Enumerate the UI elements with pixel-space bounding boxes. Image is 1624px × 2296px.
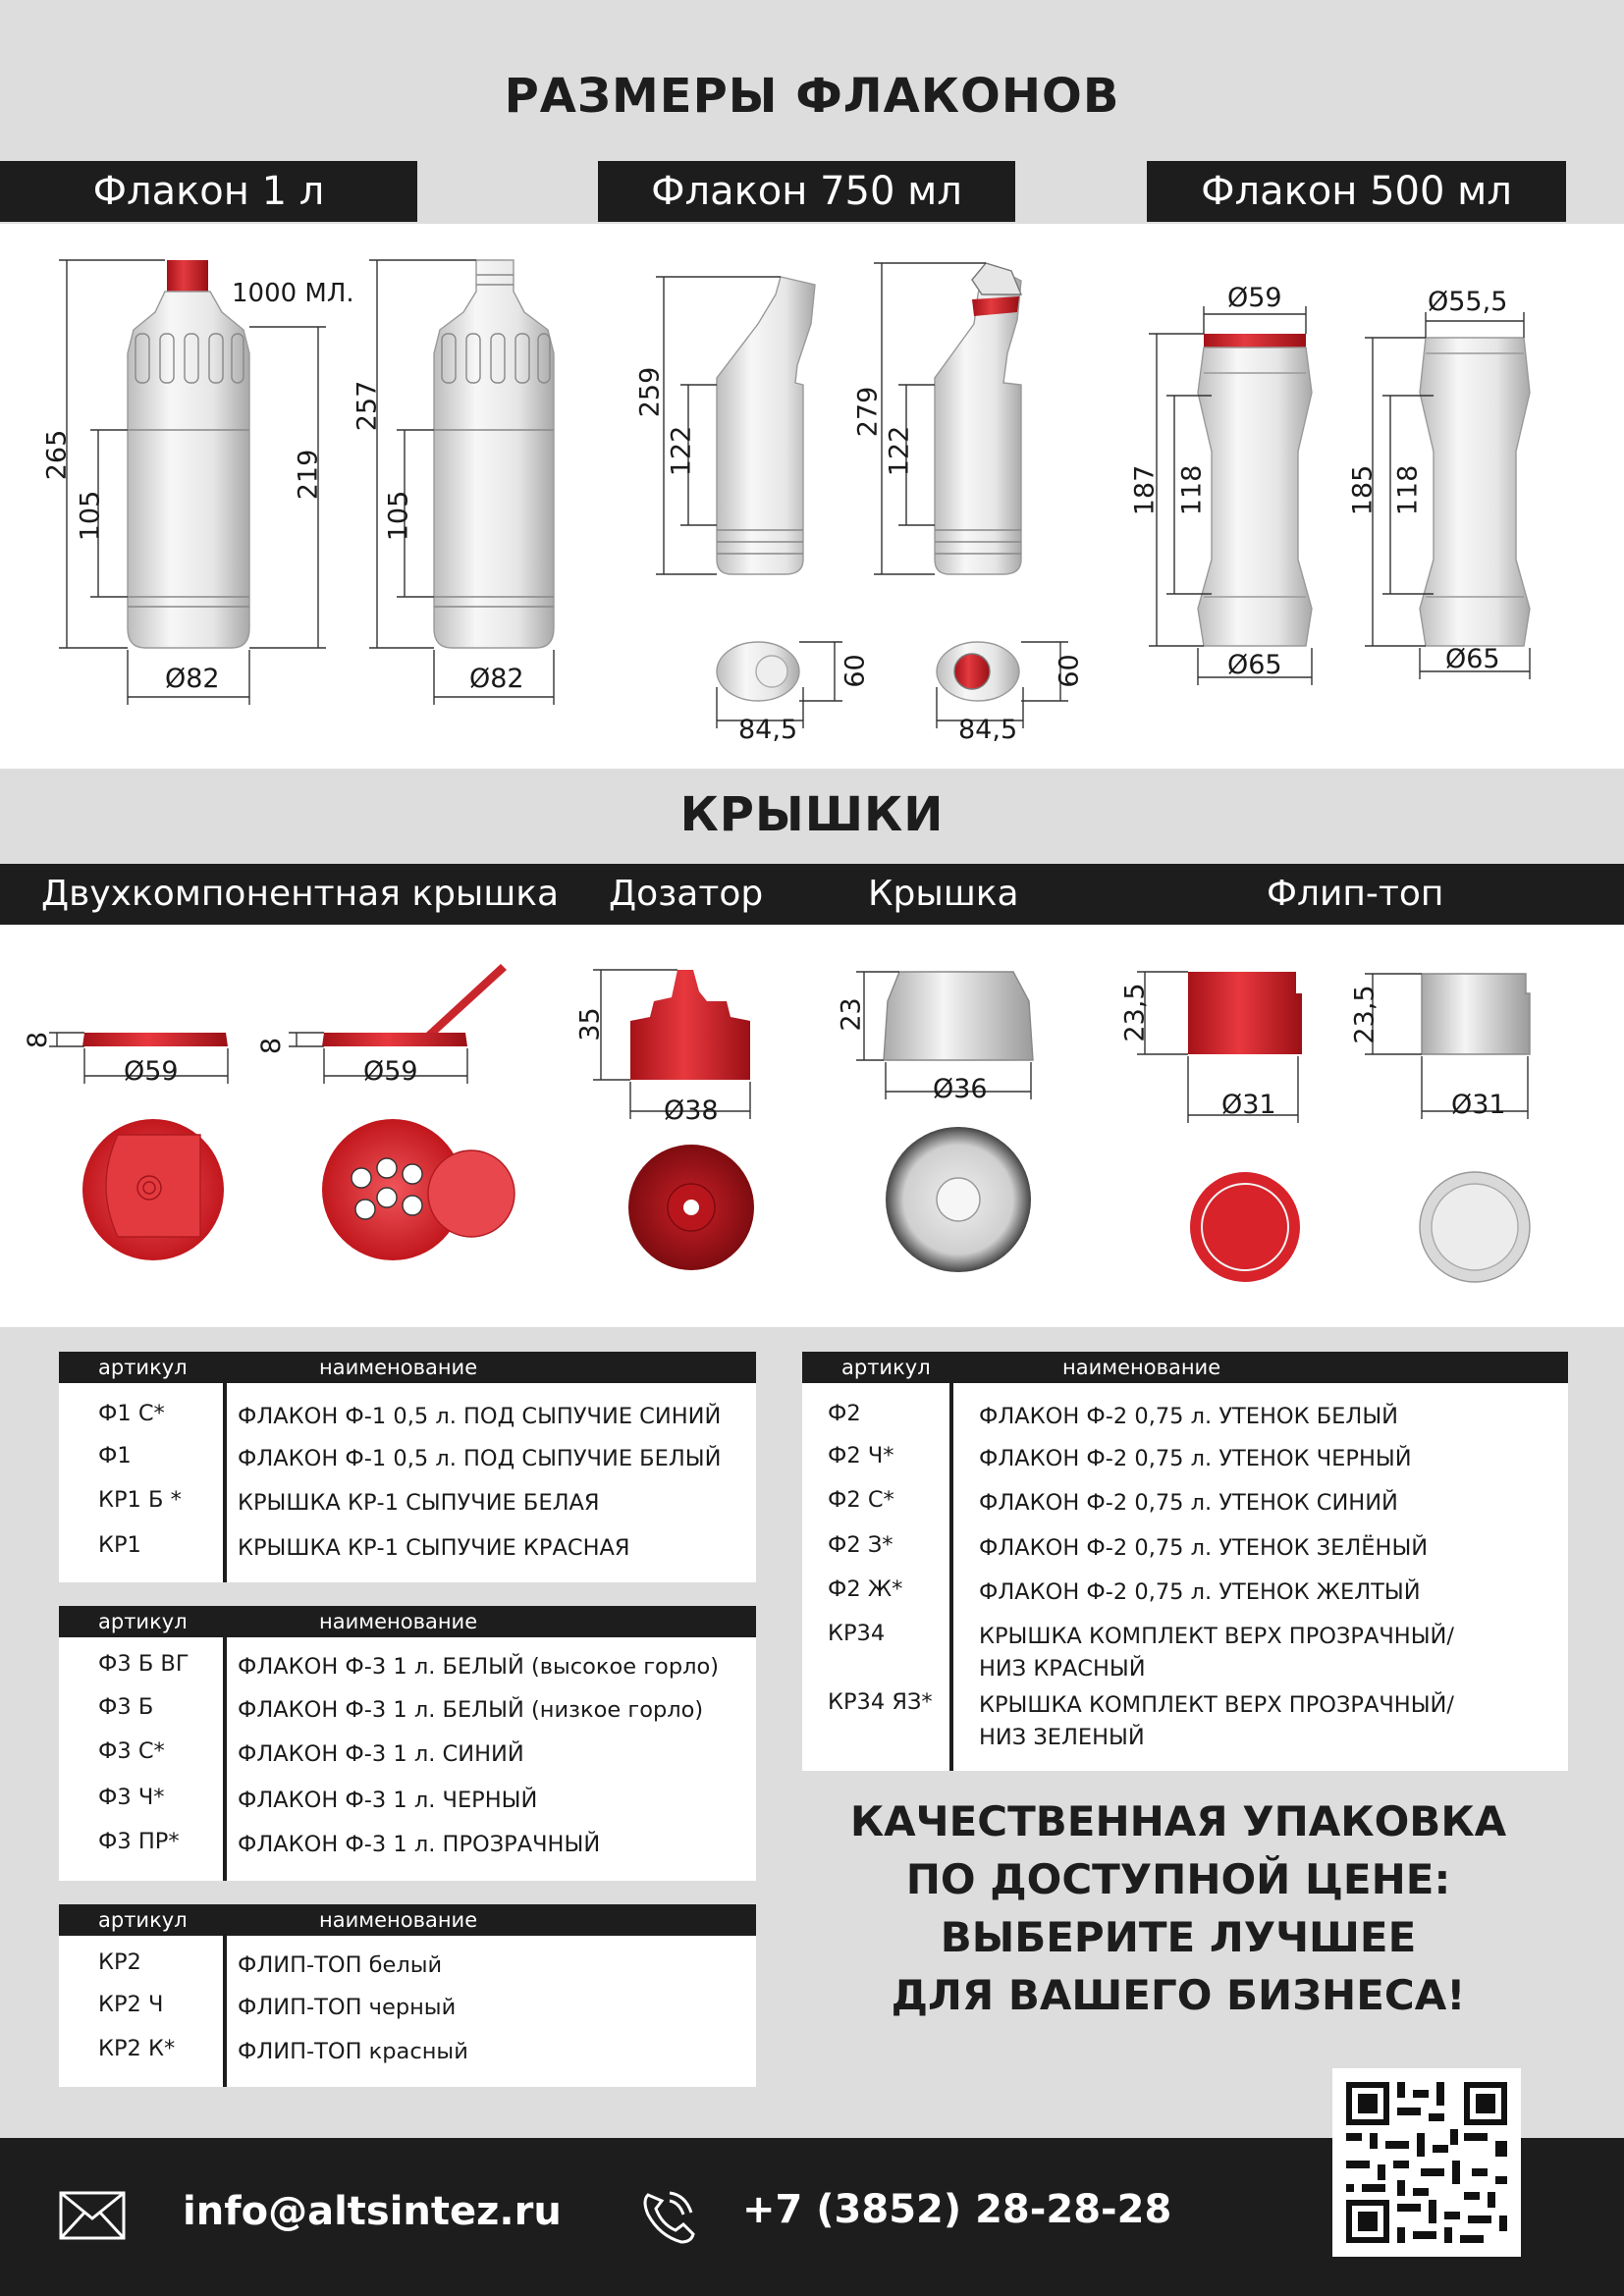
cap-header-two-part: Двухкомпонентная крышка: [41, 874, 560, 914]
table-bottles-f1: артикул наименование Ф1 С* ФЛАКОН Ф-1 0,5 л. ПОД СЫПУЧИЕ СИНИЙ Ф1 ФЛАКОН Ф-1 0,5 л. ПОД СЫПУЧИЕ БЕЛЫЙ КР1 Б * КРЫШКА КР-1 СЫПУЧИЕ БЕЛАЯ КР1 КРЫШКА КР-1 СЫПУЧИЕ КРАСНАЯ: [59, 1352, 756, 1582]
dim-500-b-height: 185: [1347, 464, 1379, 516]
dim-500-a-label: 118: [1176, 464, 1208, 516]
slogan-line: ДЛЯ ВАШЕГО БИЗНЕСА!: [891, 1971, 1466, 2019]
bottle-1l-no-cap: [369, 260, 554, 705]
email-link[interactable]: info@altsintez.ru: [183, 2189, 562, 2234]
table-fliptop: артикул наименование КР2 ФЛИП-ТОП белый КР2 Ч ФЛИП-ТОП черный КР2 К* ФЛИП-ТОП красный: [59, 1904, 756, 2087]
dim-1l-b-height: 257: [352, 380, 383, 432]
bottle-500-white: [1365, 312, 1530, 679]
dim-1l-a-diameter: Ø82: [165, 664, 220, 694]
table-divider: [223, 1383, 227, 1582]
table-divider: [949, 1383, 953, 1771]
caps-drawing: [0, 942, 1624, 1355]
cap-header-dispenser: Дозатор: [609, 874, 764, 914]
slogan-line: ПО ДОСТУПНОЙ ЦЕНЕ:: [905, 1855, 1451, 1903]
fliptop-red: [1137, 972, 1302, 1282]
dim-cap-height: 23: [836, 997, 867, 1032]
dim-750-a-length: 84,5: [738, 715, 798, 745]
plate-750ml: Флакон 750 мл: [598, 161, 1015, 222]
volume-label: 1000 МЛ.: [232, 279, 354, 308]
dim-500-a-diameter: Ø65: [1227, 650, 1282, 680]
phone-link[interactable]: +7 (3852) 28-28-28: [742, 2187, 1172, 2232]
bottle-750-duck: [656, 277, 842, 728]
slogan-line: КАЧЕСТВЕННАЯ УПАКОВКА: [849, 1797, 1507, 1845]
caps-title: КРЫШКИ: [679, 787, 945, 842]
dim-750-b-label: 122: [884, 425, 915, 477]
dim-500-b-diameter: Ø65: [1445, 644, 1500, 674]
dim-cap-2b-diameter: Ø59: [363, 1056, 418, 1087]
dim-1l-b-label: 105: [383, 490, 414, 542]
table-header: артикул наименование: [59, 1904, 756, 1936]
cap-header-cap: Крышка: [868, 874, 1019, 914]
dim-fliptop-b-diameter: Ø31: [1451, 1090, 1506, 1120]
table-bottles-f3: артикул наименование Ф3 Б ВГ ФЛАКОН Ф-3 1 л. БЕЛЫЙ (высокое горло) Ф3 Б ФЛАКОН Ф-3 1 л. БЕЛЫЙ (низкое горло) Ф3 С* ФЛАКОН Ф-3 1 л. СИНИЙ Ф3 Ч* ФЛАКОН Ф-3 1 л. ЧЕРНЫЙ Ф3 ПР* ФЛАКОН Ф-3 1 л. ПРОЗРАЧНЫЙ: [59, 1606, 756, 1881]
dim-500-b-top: Ø55,5: [1428, 287, 1508, 317]
dim-500-b-label: 118: [1392, 464, 1424, 516]
col-article: артикул: [98, 1356, 188, 1379]
slogan-line: ВЫБЕРИТЕ ЛУЧШЕЕ: [940, 1913, 1417, 1961]
table-bottles-f2: артикул наименование Ф2 ФЛАКОН Ф-2 0,75 л. УТЕНОК БЕЛЫЙ Ф2 Ч* ФЛАКОН Ф-2 0,75 л. УТЕНОК ЧЕРНЫЙ Ф2 С* ФЛАКОН Ф-2 0,75 л. УТЕНОК СИНИЙ Ф2 З* ФЛАКОН Ф-2 0,75 л. УТЕНОК ЗЕЛЁНЫЙ Ф2 Ж* ФЛАКОН Ф-2 0,75 л. УТЕНОК ЖЕЛТЫЙ КР34 КРЫШКА КОМПЛЕКТ ВЕРХ ПРОЗРАЧНЫЙ/ НИЗ КРАСНЫЙ КР34 ЯЗ* КРЫШКА КОМПЛЕКТ ВЕРХ ПРОЗРАЧНЫЙ/ НИЗ ЗЕЛЕНЫЙ: [802, 1352, 1568, 1771]
dim-750-b-width: 60: [1054, 654, 1085, 688]
bottles-title: РАЗМЕРЫ ФЛАКОНОВ: [504, 69, 1120, 124]
dim-1l-a-body: 219: [293, 449, 324, 501]
bottle-500-red-cap: [1149, 306, 1312, 685]
screw-cap: [856, 972, 1033, 1272]
dim-500-a-top: Ø59: [1227, 283, 1282, 313]
dim-dispenser-height: 35: [574, 1007, 606, 1041]
envelope-icon: [59, 2191, 128, 2242]
dim-500-a-height: 187: [1129, 464, 1161, 516]
dim-cap-2a-height: 8: [23, 1031, 54, 1049]
caps-header-bar: [0, 864, 1624, 925]
qr-code-icon: [1332, 2068, 1521, 2257]
dim-1l-b-diameter: Ø82: [469, 664, 524, 694]
bottle-750-duck-with-cap: [874, 263, 1068, 728]
plate-1l: Флакон 1 л: [0, 161, 417, 222]
table-header: [59, 1352, 756, 1383]
dim-fliptop-a-height: 23,5: [1119, 983, 1151, 1042]
dim-750-a-label: 122: [666, 425, 697, 477]
dim-fliptop-a-diameter: Ø31: [1221, 1090, 1276, 1120]
dim-cap-2b-height: 8: [256, 1037, 288, 1055]
slogan: [800, 1792, 1556, 2024]
table-header: артикул наименование: [802, 1352, 1568, 1383]
dim-1l-a-label: 105: [75, 490, 106, 542]
dim-fliptop-b-height: 23,5: [1349, 985, 1380, 1044]
fliptop-white: [1365, 974, 1530, 1282]
col-name: наименование: [319, 1356, 478, 1379]
dim-750-b-height: 279: [852, 386, 884, 438]
table-divider: [223, 1936, 227, 2087]
bottles-drawing: [0, 0, 1624, 766]
dim-750-a-width: 60: [839, 654, 871, 688]
dim-dispenser-diameter: Ø38: [664, 1095, 719, 1126]
table-header: артикул наименование: [59, 1606, 756, 1637]
plate-500ml: Флакон 500 мл: [1147, 161, 1566, 222]
bottle-1l-red-cap: [59, 260, 326, 705]
two-part-cap-open: [289, 964, 514, 1260]
dim-cap-diameter: Ø36: [933, 1074, 988, 1104]
dim-cap-2a-diameter: Ø59: [124, 1056, 179, 1087]
qr-code[interactable]: [1332, 2068, 1521, 2257]
dim-750-b-length: 84,5: [958, 715, 1018, 745]
phone-icon: [638, 2187, 697, 2246]
dim-1l-a-height: 265: [41, 429, 73, 481]
cap-header-fliptop: Флип-топ: [1267, 874, 1444, 914]
dim-750-a-height: 259: [634, 366, 666, 418]
table-divider: [223, 1637, 227, 1881]
